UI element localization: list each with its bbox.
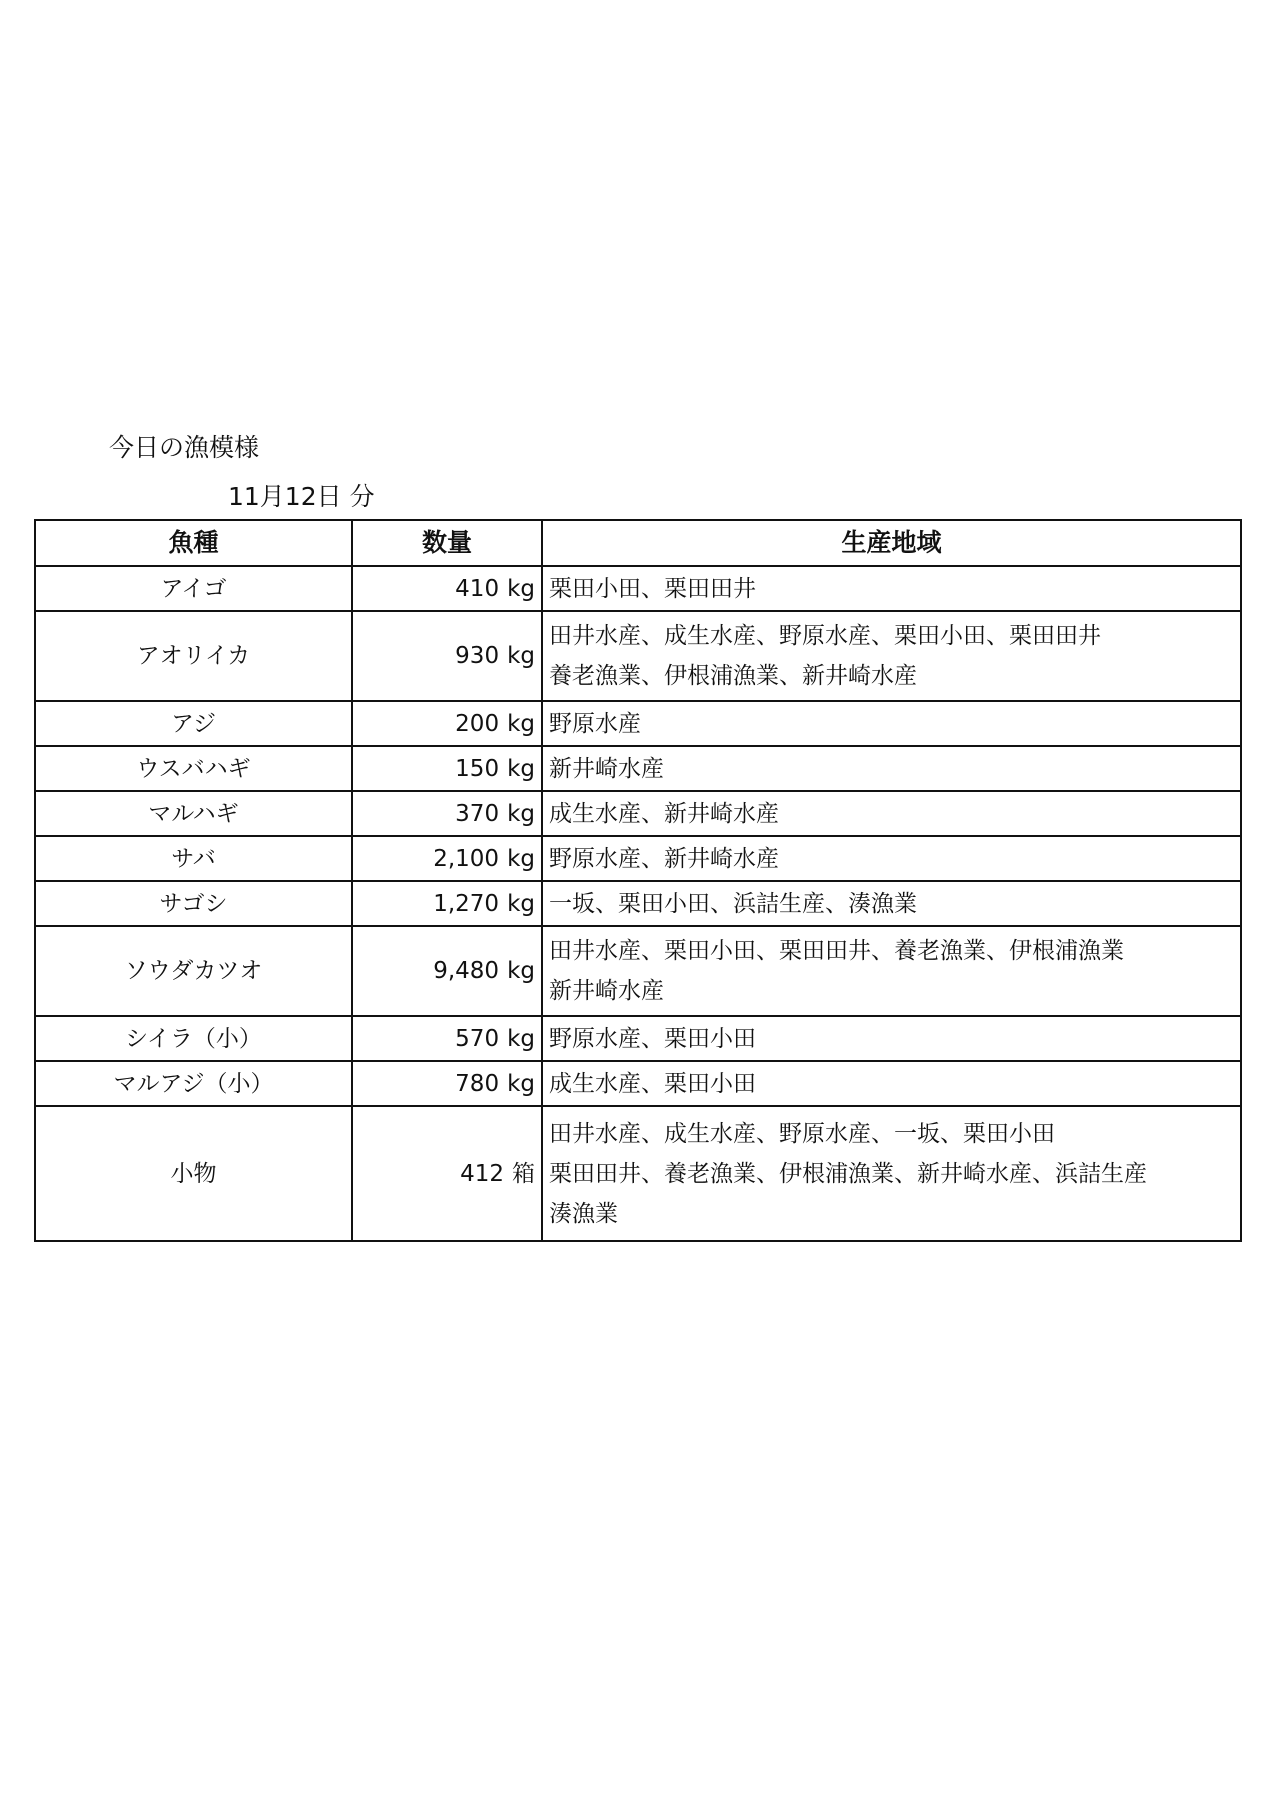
production-area-cell xyxy=(542,926,1241,1016)
fish-name-cell: サバ xyxy=(35,836,352,881)
quantity-unit: kg xyxy=(507,1025,535,1052)
fish-name-cell: サゴシ xyxy=(35,881,352,926)
table-row xyxy=(35,746,1241,791)
quantity-value: 412 xyxy=(460,1160,504,1187)
production-area-line: 栗田小田、栗田田井 xyxy=(549,575,756,602)
table-row xyxy=(35,926,1241,1016)
table-body xyxy=(35,566,1241,1241)
quantity-value: 780 xyxy=(455,1070,500,1097)
quantity-unit: kg xyxy=(507,710,535,737)
fish-name-cell: アオリイカ xyxy=(35,611,352,701)
quantity-value: 930 xyxy=(455,643,500,669)
quantity-value: 410 xyxy=(455,575,500,602)
quantity-cell xyxy=(352,926,542,1016)
production-area-cell xyxy=(542,791,1241,836)
production-area-cell xyxy=(542,1016,1241,1061)
production-area-line: 田井水産、成生水産、野原水産、栗田小田、栗田田井 xyxy=(549,623,1101,649)
quantity-cell xyxy=(352,881,542,926)
fish-name-cell: アジ xyxy=(35,701,352,746)
quantity-unit: 箱 xyxy=(512,1160,535,1187)
quantity-cell xyxy=(352,836,542,881)
quantity-cell xyxy=(352,1106,542,1241)
quantity-unit: kg xyxy=(507,958,535,984)
table-row xyxy=(35,701,1241,746)
quantity-unit: kg xyxy=(507,800,535,827)
quantity-unit: kg xyxy=(507,845,535,872)
quantity-cell xyxy=(352,746,542,791)
quantity-cell xyxy=(352,566,542,611)
production-area-line: 一坂、栗田小田、浜詰生産、湊漁業 xyxy=(549,890,917,917)
quantity-cell xyxy=(352,791,542,836)
report-date: 11月12日 分 xyxy=(228,482,375,511)
fish-name-cell: マルハギ xyxy=(35,791,352,836)
table-header-row xyxy=(35,520,1241,566)
production-area-cell xyxy=(542,1061,1241,1106)
fish-name-cell: シイラ（小） xyxy=(35,1016,352,1061)
production-area-line: 成生水産、新井崎水産 xyxy=(549,800,779,827)
production-area-line: 野原水産 xyxy=(549,710,641,737)
fish-name-cell: マルアジ（小） xyxy=(35,1061,352,1106)
production-area-line: 田井水産、成生水産、野原水産、一坂、栗田小田 xyxy=(549,1120,1055,1147)
production-area-line: 成生水産、栗田小田 xyxy=(549,1070,756,1097)
quantity-unit: kg xyxy=(507,643,535,669)
quantity-cell xyxy=(352,1061,542,1106)
table-row xyxy=(35,611,1241,701)
quantity-unit: kg xyxy=(507,890,535,917)
quantity-value: 570 xyxy=(455,1025,500,1052)
fish-name-cell: 小物 xyxy=(35,1106,352,1241)
table-row xyxy=(35,1106,1241,1241)
fish-name-cell: ウスバハギ xyxy=(35,746,352,791)
table-row xyxy=(35,566,1241,611)
catch-table xyxy=(34,519,1242,1242)
production-area-cell xyxy=(542,701,1241,746)
quantity-unit: kg xyxy=(507,1070,535,1097)
quantity-value: 1,270 xyxy=(433,890,500,917)
header-area: 生産地域 xyxy=(542,520,1241,566)
production-area-cell xyxy=(542,836,1241,881)
production-area-line: 野原水産、栗田小田 xyxy=(549,1025,756,1052)
quantity-value: 370 xyxy=(455,800,500,827)
quantity-value: 200 xyxy=(455,710,500,737)
header-fish: 魚種 xyxy=(35,520,352,566)
table-row xyxy=(35,1061,1241,1106)
production-area-line: 養老漁業、伊根浦漁業、新井崎水産 xyxy=(549,663,917,689)
production-area-line: 新井崎水産 xyxy=(549,755,664,782)
page-title: 今日の漁模様 xyxy=(109,433,260,462)
fish-name-cell: ソウダカツオ xyxy=(35,926,352,1016)
table-row xyxy=(35,836,1241,881)
production-area-cell xyxy=(542,611,1241,701)
production-area-line: 田井水産、栗田小田、栗田田井、養老漁業、伊根浦漁業 xyxy=(549,938,1124,964)
fish-name-cell: アイゴ xyxy=(35,566,352,611)
production-area-cell xyxy=(542,1106,1241,1241)
production-area-cell xyxy=(542,881,1241,926)
quantity-unit: kg xyxy=(507,575,535,602)
production-area-cell xyxy=(542,746,1241,791)
quantity-value: 150 xyxy=(455,755,500,782)
header-quantity: 数量 xyxy=(352,520,542,566)
production-area-line: 栗田田井、養老漁業、伊根浦漁業、新井崎水産、浜詰生産 xyxy=(549,1160,1147,1187)
table-row xyxy=(35,791,1241,836)
quantity-cell xyxy=(352,611,542,701)
quantity-unit: kg xyxy=(507,755,535,782)
production-area-line: 野原水産、新井崎水産 xyxy=(549,845,779,872)
production-area-line: 新井崎水産 xyxy=(549,978,664,1004)
quantity-value: 2,100 xyxy=(433,845,500,872)
quantity-value: 9,480 xyxy=(433,958,500,984)
quantity-cell xyxy=(352,1016,542,1061)
quantity-cell xyxy=(352,701,542,746)
production-area-line: 湊漁業 xyxy=(549,1200,618,1227)
table-row xyxy=(35,1016,1241,1061)
table-row xyxy=(35,881,1241,926)
production-area-cell xyxy=(542,566,1241,611)
